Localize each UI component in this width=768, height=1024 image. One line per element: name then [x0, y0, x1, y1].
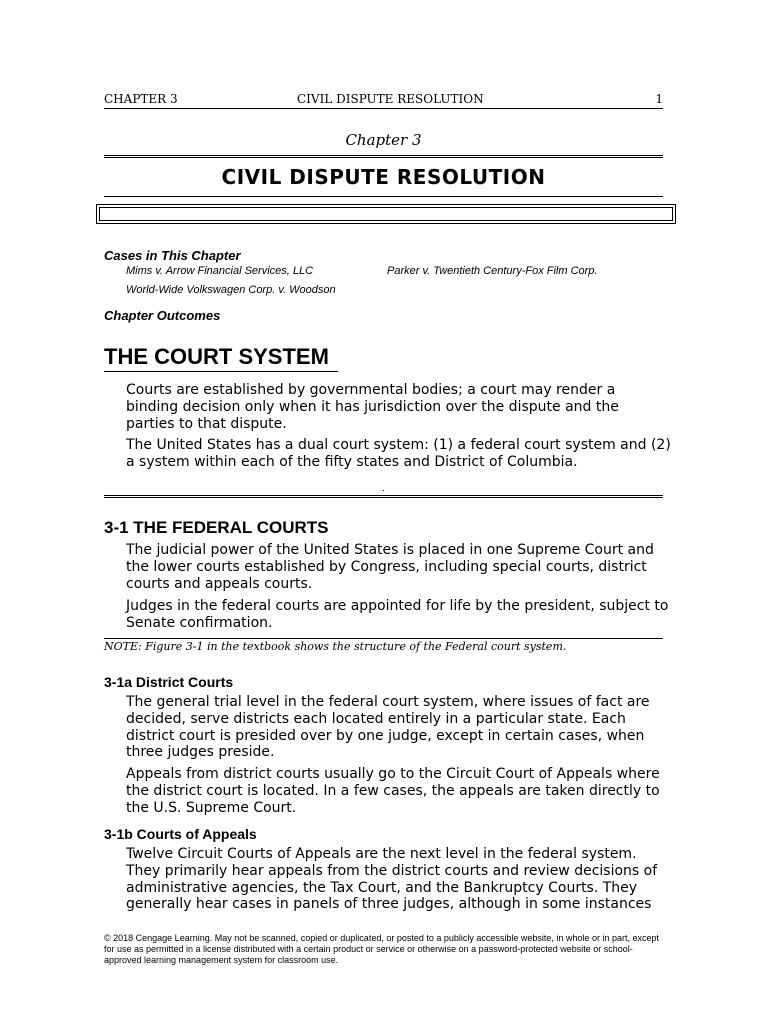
page-number: 1: [655, 92, 663, 106]
court-system-underline: [104, 371, 338, 372]
cases-heading: Cases in This Chapter: [104, 248, 241, 263]
outcomes-heading: Chapter Outcomes: [104, 308, 221, 323]
court-system-paragraph: The United States has a dual court system: (1) a federal court system and (2) a system within each of the fifty states and District of Columbia.: [126, 437, 671, 470]
chapter-title: CIVIL DISPUTE RESOLUTION: [221, 165, 546, 189]
section-divider: [104, 495, 663, 498]
courts-of-appeals-heading: 3-1b Courts of Appeals: [104, 826, 257, 842]
court-system-paragraph: Courts are established by governmental bodies; a court may render a binding decision only when it has jurisdiction over the dispute and the parties to that dispute.: [126, 382, 619, 432]
district-courts-paragraph: Appeals from district courts usually go to the Circuit Court of Appeals where the district court is located. In a few cases, the appeals are taken directly to the U.S. Supreme Court.: [126, 766, 660, 816]
chapter-label: Chapter 3: [345, 131, 422, 149]
header-chapter: CHAPTER 3: [104, 92, 178, 106]
federal-courts-paragraph: Judges in the federal courts are appointed for life by the president, subject to Senate confirmation.: [126, 598, 669, 631]
title-top-rule: [104, 155, 663, 158]
court-system-heading: THE COURT SYSTEM: [104, 344, 329, 369]
federal-courts-paragraph: The judicial power of the United States is placed in one Supreme Court and the lower courts established by Congress, including special courts, district courts and appeals courts.: [126, 542, 654, 592]
district-courts-paragraph: The general trial level in the federal court system, where issues of fact are decided, serve districts each located entirely in a particular state. Each district court is presided over by one judge, except in certain cases, when three judges preside.: [126, 694, 650, 761]
running-header: [104, 92, 663, 109]
note-rule: [104, 638, 663, 639]
stray-dot: .: [382, 484, 385, 494]
case-item: Mims v. Arrow Financial Services, LLC: [126, 265, 314, 277]
case-item: Parker v. Twentieth Century-Fox Film Corp.: [387, 265, 598, 277]
courts-of-appeals-paragraph: Twelve Circuit Courts of Appeals are the next level in the federal system. They primarily hear appeals from the district courts and review decisions of administrative agencies, the Tax Court, and the Bankruptcy Courts. They generally hear cases in panels of three judges, although in some instances: [126, 846, 658, 913]
district-courts-heading: 3-1a District Courts: [104, 674, 234, 690]
copyright-footer: © 2018 Cengage Learning. May not be scanned, copied or duplicated, or posted to a publicly accessible website, in whole or in part, except for use as permitted in a license distributed with a certain product or service or otherwise on a password-protected website or school-approved learning management system for classroom use.: [104, 933, 659, 965]
federal-courts-heading: 3-1 THE FEDERAL COURTS: [104, 518, 329, 537]
case-item: World-Wide Volkswagen Corp. v. Woodson: [126, 284, 336, 296]
title-bottom-rule: [104, 196, 663, 197]
header-title: CIVIL DISPUTE RESOLUTION: [297, 92, 484, 106]
figure-note: NOTE: Figure 3-1 in the textbook shows the structure of the Federal court system.: [104, 640, 567, 653]
empty-boxed-area: [96, 204, 676, 224]
